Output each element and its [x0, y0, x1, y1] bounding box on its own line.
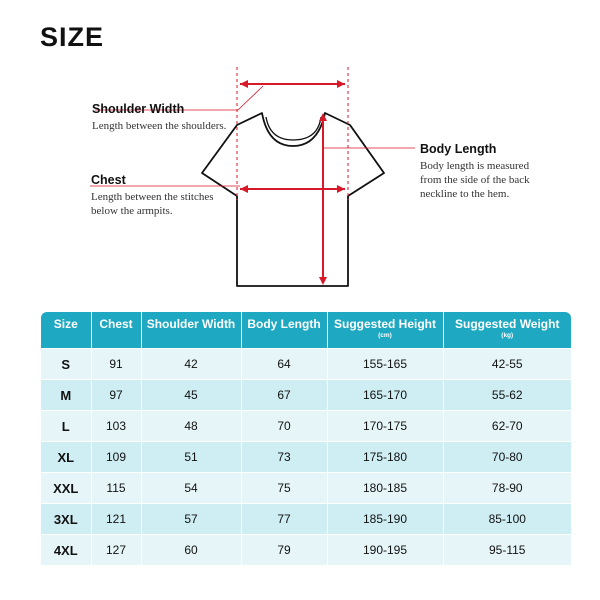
cell-suggested-height: 175-180 [327, 442, 443, 473]
table-row [41, 535, 571, 566]
cell-shoulder-width: 42 [141, 349, 241, 380]
cell-suggested-height: 180-185 [327, 473, 443, 504]
page-title: SIZE [40, 22, 105, 52]
header-suggested-weight: Suggested Weight (kg) [443, 312, 571, 349]
table-row [41, 411, 571, 442]
cell-body-length: 64 [241, 349, 327, 380]
cell-body-length: 73 [241, 442, 327, 473]
cell-suggested-height: 185-190 [327, 504, 443, 535]
chest-desc: Length between the stitches below the armpits. [91, 191, 214, 217]
shoulder-width-heading: Shoulder Width [92, 102, 185, 116]
cell-shoulder-width: 57 [141, 504, 241, 535]
cell-chest: 121 [91, 504, 141, 535]
cell-body-length: 67 [241, 380, 327, 411]
cell-suggested-weight: 70-80 [443, 442, 571, 473]
cell-body-length: 70 [241, 411, 327, 442]
shoulder-width-label [92, 102, 226, 133]
table-row [41, 380, 571, 411]
cell-suggested-height: 190-195 [327, 535, 443, 566]
tshirt-outline [202, 113, 384, 286]
cell-body-length: 75 [241, 473, 327, 504]
cell-chest: 115 [91, 473, 141, 504]
size-table [41, 312, 571, 565]
cell-suggested-weight: 62-70 [443, 411, 571, 442]
cell-shoulder-width: 48 [141, 411, 241, 442]
shoulder-width-desc: Length between the shoulders. [92, 120, 227, 132]
cell-size: 4XL [41, 535, 91, 566]
tshirt-neckline [266, 117, 321, 140]
table-row [41, 349, 571, 380]
size-table-header [41, 312, 571, 349]
cell-chest: 97 [91, 380, 141, 411]
cell-shoulder-width: 60 [141, 535, 241, 566]
cell-suggested-weight: 42-55 [443, 349, 571, 380]
cell-size: M [41, 380, 91, 411]
cell-size: XXL [41, 473, 91, 504]
body-length-desc: Body length is measured from the side of the back neckline to the hem. [420, 160, 530, 200]
cell-chest: 91 [91, 349, 141, 380]
cell-shoulder-width: 54 [141, 473, 241, 504]
cell-size: L [41, 411, 91, 442]
cell-chest: 103 [91, 411, 141, 442]
cell-body-length: 77 [241, 504, 327, 535]
cell-suggested-height: 170-175 [327, 411, 443, 442]
table-row [41, 504, 571, 535]
header-suggested-height: Suggested Height (cm) [327, 312, 443, 349]
cell-suggested-height: 155-165 [327, 349, 443, 380]
cell-suggested-weight: 85-100 [443, 504, 571, 535]
cell-shoulder-width: 45 [141, 380, 241, 411]
cell-chest: 109 [91, 442, 141, 473]
header-chest: Chest [91, 312, 141, 349]
cell-suggested-weight: 55-62 [443, 380, 571, 411]
header-shoulder-width: Shoulder Width [141, 312, 241, 349]
cell-suggested-height: 165-170 [327, 380, 443, 411]
cell-size: 3XL [41, 504, 91, 535]
chest-label [91, 173, 214, 218]
cell-suggested-weight: 78-90 [443, 473, 571, 504]
header-size: Size [41, 312, 91, 349]
chest-heading: Chest [91, 173, 126, 187]
cell-chest: 127 [91, 535, 141, 566]
cell-size: XL [41, 442, 91, 473]
body-length-heading: Body Length [420, 142, 497, 156]
cell-shoulder-width: 51 [141, 442, 241, 473]
table-row [41, 473, 571, 504]
table-row [41, 442, 571, 473]
header-body-length: Body Length [241, 312, 327, 349]
cell-suggested-weight: 95-115 [443, 535, 571, 566]
cell-body-length: 79 [241, 535, 327, 566]
cell-size: S [41, 349, 91, 380]
body-length-label [420, 142, 530, 201]
